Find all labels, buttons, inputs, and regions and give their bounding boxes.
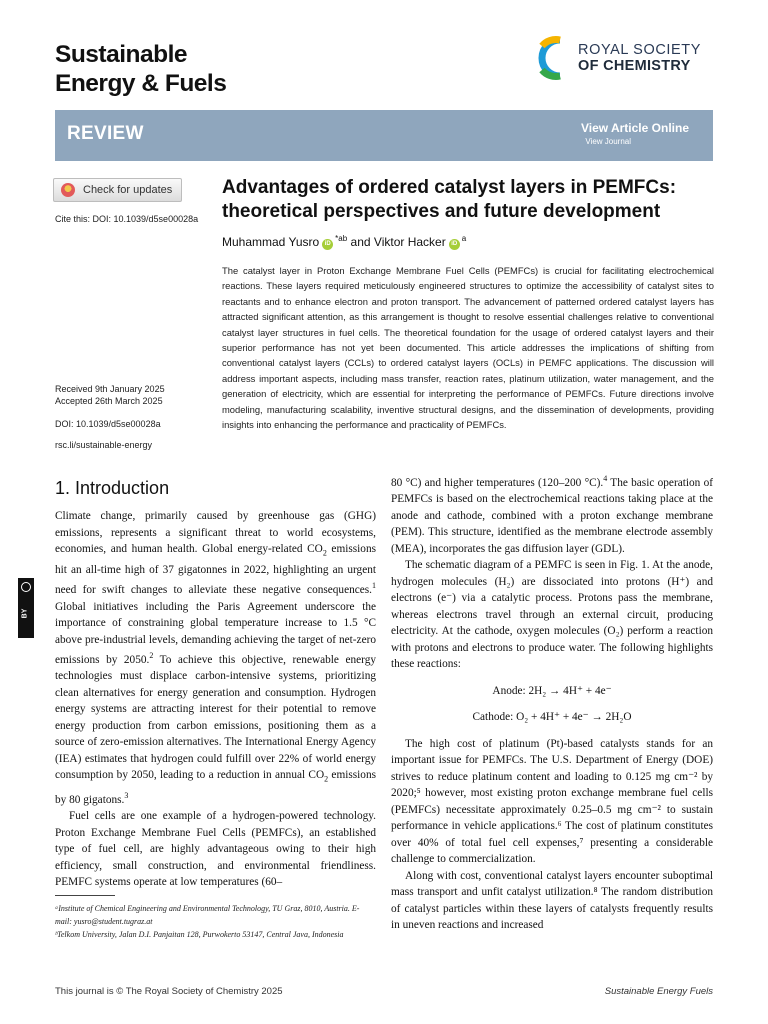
view-article-online-link[interactable]: View Article Online	[580, 121, 689, 135]
cc-circle-icon	[21, 582, 31, 592]
footnote-divider	[55, 895, 115, 896]
body-right-column	[391, 471, 713, 934]
article-type: REVIEW	[67, 123, 144, 144]
orcid-icon[interactable]: iD	[449, 239, 460, 250]
paragraph: The high cost of platinum (Pt)-based catalysts stands for an important issue for PEMFCs. The U.S. Department of Energy (DOE) strives to reduce platinum content and loading to 0.125 mg cm⁻² by 2020;⁵ however, most existing proton exchange membrane fuel cells (PEMFCs) necessitate approximately 0.25–0.5 mg cm⁻² to sustain performance in vehicle applications.⁶ The cost of platinum constitutes over 40% of total fuel cell expenses,⁷ presenting a considerable challenge to commercialization.	[391, 737, 713, 866]
author-affiliation-marker: *ab	[335, 234, 348, 243]
page-footer-journal: Sustainable Energy Fuels	[604, 986, 713, 997]
license-label: BY	[21, 608, 29, 619]
publisher-line2: OF CHEMISTRY	[578, 58, 691, 74]
body-left-column	[55, 508, 376, 891]
check-for-updates-button[interactable]	[53, 178, 182, 202]
cc-by-license-icon[interactable]	[18, 578, 34, 638]
author-affiliation-marker: a	[461, 234, 467, 243]
journal-url[interactable]: rsc.li/sustainable-energy	[55, 440, 153, 450]
author-name[interactable]: Muhammad Yusro	[222, 235, 320, 249]
received-date: Received 9th January 2025	[55, 384, 165, 394]
publisher-logo	[530, 30, 720, 86]
publisher-line1: ROYAL SOCIETY	[578, 42, 702, 58]
page-footer-copyright: This journal is © The Royal Society of Chemistry 2025	[55, 986, 283, 997]
paragraph: Climate change, primarily caused by greenhouse gas (GHG) emissions, represents a significant threat to world ecosystems, economies, and human health. Global energy-related $CO_2$ emissions hit an all-time high of 37 gigatonnes in 2022, highlighting an urgent need for swift changes to alleviate these negative consequences.$^1$ Global initiatives including the Paris Agreement underscore the importance of constraining global temperature increase to 1.5 °C above pre-industrial levels, demanding achieving the target of net-zero emissions by 2050.$^2$ To achieve this objective, renewable energy technologies must displace carbon-intensive systems, prioritizing clean alternatives for energy generation and consumption. Hydrogen energy systems are attracting interest for their potential to remove energy production from carbon emissions, positioning them as a source of zero-emission alternatives. The International Energy Agency (IEA) estimates that hydrogen could fulfill over 22% of world energy consumption by 2050, leading to a reduction in annual $CO_2$ emissions by 80 gigatons.$^3$	[55, 510, 376, 806]
paragraph: Fuel cells are one example of a hydrogen-powered technology. Proton Exchange Membrane Fuel Cells (PEMFCs), an established type of fuel cell, are highly advantageous owing to their high efficiency, small construction, and environmental friendliness. PEMFC systems operate at low temperatures (60–	[55, 810, 376, 889]
footnote-affiliation-b: ᵇTelkom University, Jalan D.I. Panjaitan 128, Purwokerto 53147, Central Java, Indonesia	[55, 930, 344, 939]
article-title: Advantages of ordered catalyst layers in PEMFCs: theoretical perspectives and future development	[222, 177, 677, 222]
doi: DOI: 10.1039/d5se00028a	[55, 419, 161, 429]
rsc-logo-icon	[530, 34, 574, 82]
equation-anode: Anode: 2H₂ → 4H⁺ + 4e⁻	[492, 684, 612, 697]
paragraph: Along with cost, conventional catalyst layers encounter suboptimal mass transport and unfit catalyst utilization.⁸ The random distribution of catalyst particles within these layers of catalysts frequently results in uneven reactions and increased	[391, 869, 713, 932]
cite-doi: Cite this: DOI: 10.1039/d5se00028a	[55, 214, 199, 224]
orcid-icon[interactable]: iD	[322, 239, 333, 250]
footnote-affiliation-a: ᵃInstitute of Chemical Engineering and Environmental Technology, TU Graz, 8010, Austria. E-mail: yusro@student.tugraz.at	[55, 904, 360, 926]
check-for-updates-label: Check for updates	[83, 184, 173, 196]
author-list	[222, 234, 466, 250]
journal-title	[55, 40, 226, 98]
author-name[interactable]: Viktor Hacker	[373, 235, 446, 249]
journal-title-line1: Sustainable	[55, 41, 188, 68]
journal-title-line2: Energy & Fuels	[55, 70, 227, 97]
accepted-date: Accepted 26th March 2025	[55, 396, 163, 406]
article-type-banner	[55, 110, 713, 161]
publisher-name	[578, 42, 701, 74]
view-journal-link[interactable]: View Journal	[585, 137, 631, 146]
equation-cathode: Cathode: O₂ + 4H⁺ + 4e⁻ → 2H₂O	[472, 711, 632, 724]
author-conjunction: and	[350, 235, 371, 249]
crossmark-icon	[61, 183, 75, 197]
paragraph: 80 °C) and higher temperatures (120–200 °C).$^4$ The basic operation of PEMFCs is based on the electrochemical reactions taking place at the anode and cathode, combined with a proton exchange membrane (PEM). This structure, identified as the membrane electrode assembly (MEA), incorporates the gas diffusion layer (GDL).	[391, 474, 713, 555]
abstract: The catalyst layer in Proton Exchange Membrane Fuel Cells (PEMFCs) is crucial for facilitating electrochemical reactions. These layers required meticulously engineered structures to optimize the accessibility of catalyst sites to reactants and to enhance electron and proton transport. The advancement of patterned ordered catalyst layers has attracted significant attention, as this arrangement is thought to resolve essential challenges relative to conventional catalyst layer structures in fuel cells. The theoretical foundation for the usage of ordered catalyst layers and their superior performance has not yet been documented. This article addresses the implications of shifting from conventional catalyst layers (CCLs) to ordered catalyst layers (OCLs) in PEMFC applications. The discussion will address important aspects, including mass transfer, reaction rates, platinum utilization, water management, and the generation of electricity, which are essential for interpreting the performance of PEMFCs. Future directions involve modeling, manufacturing scalability, inventive structural designs, and the dissemination of developments, providing insights into enhancing the performance and practicality of PEMFCs.	[222, 265, 714, 431]
section-heading: 1. Introduction	[55, 478, 170, 498]
paragraph: The schematic diagram of a PEMFC is seen in Fig. 1. At the anode, hydrogen molecules (H₂) are dissociated into protons (H⁺) and electrons (e⁻) via a catalytic process. Protons pass the membrane, whereas electrons travel through an external circuit, producing electricity. At the cathode, oxygen molecules (O₂) perform a reaction with protons and electrons to produce water. The following highlights these reactions:	[391, 559, 713, 671]
